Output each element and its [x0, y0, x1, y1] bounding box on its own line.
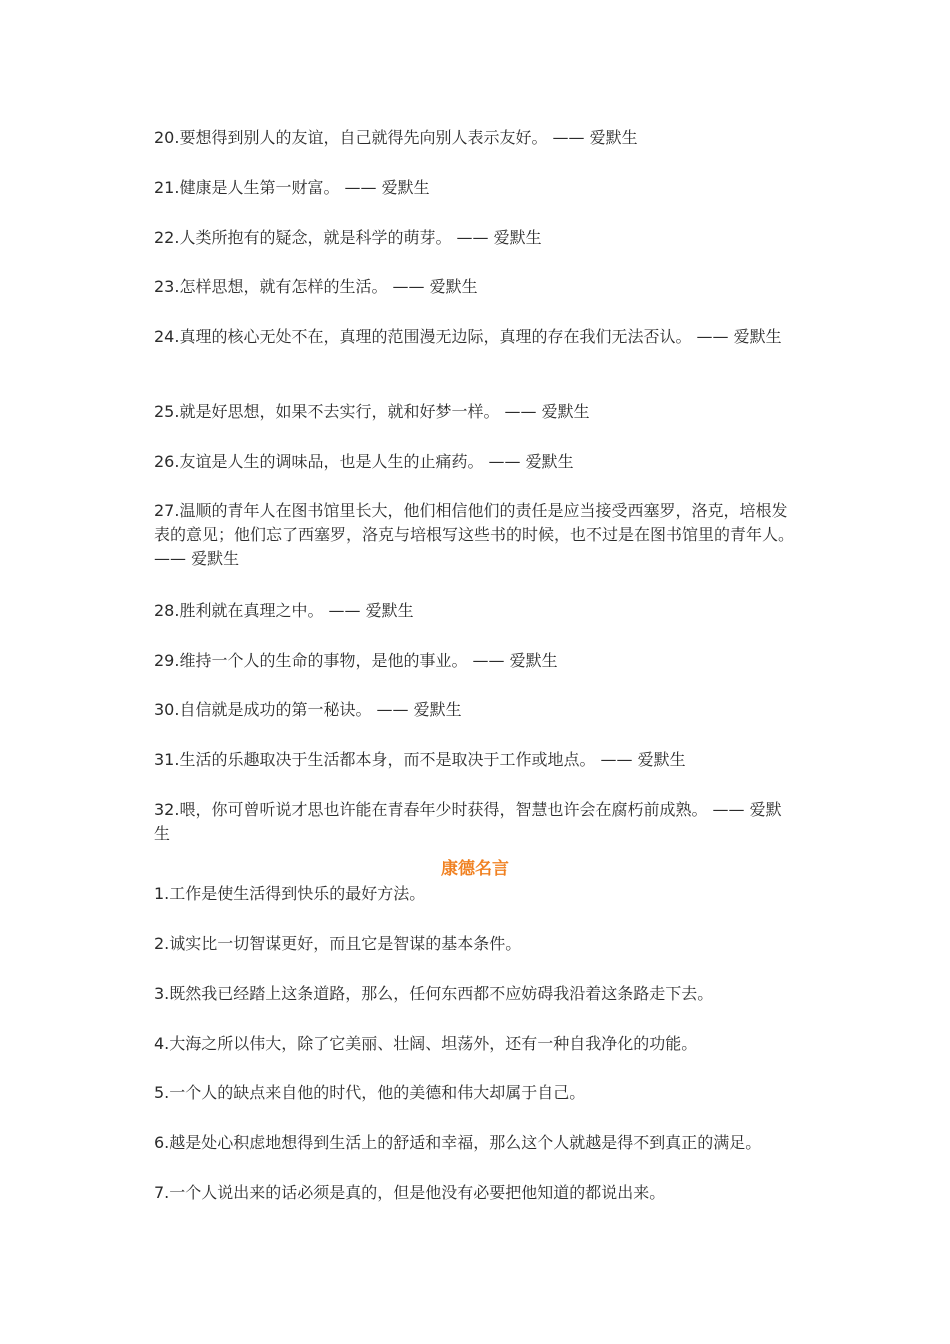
quote-32: 32.喂，你可曾听说才思也许能在青春年少时获得，智慧也许会在腐朽前成熟。 —— 爱默生 [154, 800, 782, 843]
quote-27: 27.温顺的青年人在图书馆里长大，他们相信他们的责任是应当接受西塞罗，洛克，培根发表的意见；他们忘了西塞罗，洛克与培根写这些书的时候，也不过是在图书馆里的青年人。 —— 爱默生 [154, 501, 795, 568]
kant-quote-3: 3.既然我已经踏上这条道路，那么，任何东西都不应妨碍我沿着这条路走下去。 [154, 984, 714, 1003]
section-heading-kant: 康德名言 [441, 859, 509, 879]
quote-29: 29.维持一个人的生命的事物，是他的事业。 —— 爱默生 [154, 651, 558, 670]
quote-26: 26.友谊是人生的调味品，也是人生的止痛药。 —— 爱默生 [154, 452, 574, 471]
quote-24: 24.真理的核心无处不在，真理的范围漫无边际，真理的存在我们无法否认。 —— 爱默生 [154, 327, 782, 346]
quote-21: 21.健康是人生第一财富。 —— 爱默生 [154, 178, 430, 197]
kant-quote-5: 5.一个人的缺点来自他的时代，他的美德和伟大却属于自己。 [154, 1083, 586, 1102]
kant-quote-6: 6.越是处心积虑地想得到生活上的舒适和幸福，那么这个人就越是得不到真正的满足。 [154, 1133, 762, 1152]
quote-23: 23.怎样思想，就有怎样的生活。 —— 爱默生 [154, 277, 478, 296]
quote-28: 28.胜利就在真理之中。 —— 爱默生 [154, 601, 414, 620]
kant-quote-4: 4.大海之所以伟大，除了它美丽、壮阔、坦荡外，还有一种自我净化的功能。 [154, 1034, 698, 1053]
kant-quote-2: 2.诚实比一切智谋更好，而且它是智谋的基本条件。 [154, 934, 522, 953]
quote-20: 20.要想得到别人的友谊，自己就得先向别人表示友好。 —— 爱默生 [154, 128, 638, 147]
kant-quote-7: 7.一个人说出来的话必须是真的，但是他没有必要把他知道的都说出来。 [154, 1183, 666, 1202]
quote-30: 30.自信就是成功的第一秘诀。 —— 爱默生 [154, 700, 462, 719]
kant-quote-1: 1.工作是使生活得到快乐的最好方法。 [154, 884, 426, 903]
quote-31: 31.生活的乐趣取决于生活都本身，而不是取决于工作或地点。 —— 爱默生 [154, 750, 686, 769]
quote-22: 22.人类所抱有的疑念，就是科学的萌芽。 —— 爱默生 [154, 228, 542, 247]
quote-25: 25.就是好思想，如果不去实行，就和好梦一样。 —— 爱默生 [154, 402, 590, 421]
